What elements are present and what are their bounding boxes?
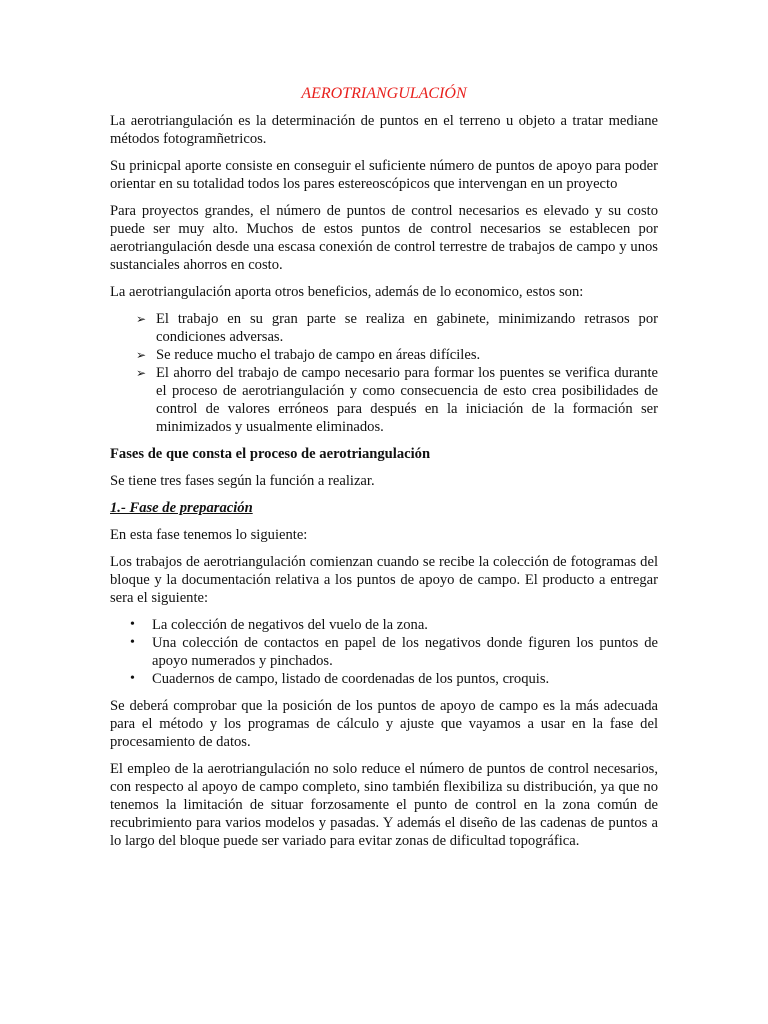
dot-bullet-icon: •	[130, 617, 135, 632]
list-item-text: Cuadernos de campo, listado de coordenadas de los puntos, croquis.	[152, 671, 550, 687]
phase1-paragraph-2: Se deberá comprobar que la posición de los puntos de apoyo de campo es la más adecuada para el método y los programas de cálculo y ajuste que vayamos a usar en la fase del procesamiento de datos.	[110, 698, 658, 750]
list-item-text: La colección de negativos del vuelo de la zona.	[152, 617, 428, 633]
deliverables-list	[110, 616, 658, 688]
list-item	[110, 670, 658, 688]
dot-bullet-icon: •	[130, 671, 135, 686]
page-title: AEROTRIANGULACIÓN	[301, 85, 467, 102]
list-item-text: Se reduce mucho el trabajo de campo en áreas difíciles.	[156, 347, 481, 363]
list-item	[110, 310, 658, 346]
list-item	[110, 616, 658, 634]
arrow-bullet-icon: ➢	[136, 348, 147, 362]
intro-paragraph: La aerotriangulación es la determinación de puntos en el terreno u objeto a tratar mediane métodos fotogramñetricos.	[110, 113, 658, 147]
phase1-heading: 1.- Fase de preparación	[110, 500, 253, 516]
main-contribution-paragraph: Su prinicpal aporte consiste en conseguir el suficiente número de puntos de apoyo para poder orientar en su totalidad todos los pares estereoscópicos que intervengan en un proyecto	[110, 158, 658, 192]
phase1-paragraph-3: El empleo de la aerotriangulación no solo reduce el número de puntos de control necesarios, con respecto al apoyo de campo completo, sino también flexibiliza su distribución, ya que no tenemos la limitación de situar forzosamente el punto de control en la zona común de recubrimiento para varios modelos y pasadas. Y además el diseño de las cadenas de puntos a lo largo del bloque puede ser variado para evitar zonas de dificultad topográfica.	[110, 761, 658, 849]
phase1-intro: En esta fase tenemos lo siguiente:	[110, 527, 308, 543]
arrow-bullet-icon: ➢	[136, 312, 147, 326]
phases-heading: Fases de que consta el proceso de aerotriangulación	[110, 446, 431, 462]
list-item-text: El trabajo en su gran parte se realiza en gabinete, minimizando retrasos por condiciones adversas.	[156, 311, 658, 345]
list-item	[110, 364, 658, 436]
phases-intro: Se tiene tres fases según la función a realizar.	[110, 473, 375, 489]
large-projects-paragraph: Para proyectos grandes, el número de puntos de control necesarios es elevado y su costo puede ser muy alto. Muchos de estos puntos de control necesarios se establecen por aerotriangulación desde una escasa conexión de control terrestre de trabajos de campo y unos sustanciales ahorros en costo.	[110, 203, 658, 273]
list-item-text: El ahorro del trabajo de campo necesario para formar los puentes se verifica durante el proceso de aerotriangulación y como consecuencia de esto crea posibilidades de control de valores erróneos para después en la iniciación de la formación ser minimizados y usualmente eliminados.	[156, 365, 658, 435]
document-page	[110, 84, 658, 859]
arrow-bullet-icon: ➢	[136, 366, 147, 380]
list-item	[110, 346, 658, 364]
benefits-list	[110, 310, 658, 436]
list-item	[110, 634, 658, 670]
phase1-paragraph-1: Los trabajos de aerotriangulación comienzan cuando se recibe la colección de fotogramas del bloque y la documentación relativa a los puntos de apoyo de campo. El producto a entregar sera el siguiente:	[110, 554, 658, 606]
list-item-text: Una colección de contactos en papel de los negativos donde figuren los puntos de apoyo numerados y pinchados.	[152, 635, 658, 669]
dot-bullet-icon: •	[130, 635, 135, 650]
benefits-intro-paragraph: La aerotriangulación aporta otros beneficios, además de lo economico, estos son:	[110, 284, 584, 300]
